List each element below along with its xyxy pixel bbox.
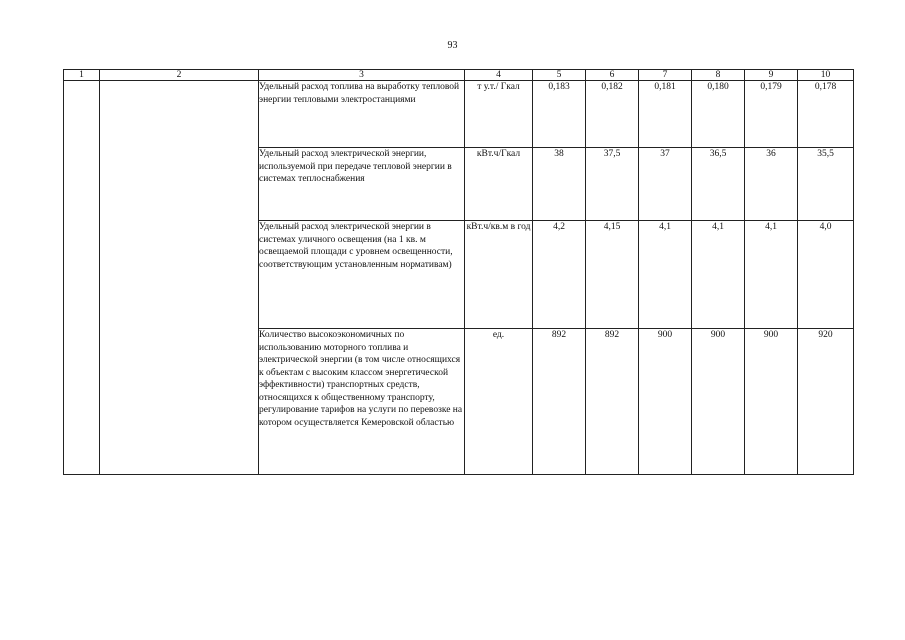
value-cell: 4,0 <box>798 221 854 329</box>
value-cell: 36 <box>745 148 798 221</box>
indicator-cell: Удельный расход топлива на выработку тепловой энергии тепловыми электростанциями <box>259 81 465 148</box>
value-cell: 4,15 <box>586 221 639 329</box>
col2-cell <box>100 81 259 475</box>
value-cell: 36,5 <box>692 148 745 221</box>
unit-cell: ед. <box>465 329 533 475</box>
value-cell: 900 <box>639 329 692 475</box>
value-cell: 0,181 <box>639 81 692 148</box>
header-row <box>64 70 854 81</box>
value-cell: 0,182 <box>586 81 639 148</box>
col-header-6: 6 <box>586 70 639 81</box>
value-cell: 892 <box>533 329 586 475</box>
value-cell: 4,1 <box>692 221 745 329</box>
value-cell: 900 <box>745 329 798 475</box>
table-row <box>64 81 854 148</box>
unit-cell: кВт.ч/кв.м в год <box>465 221 533 329</box>
value-cell: 892 <box>586 329 639 475</box>
col-header-1: 1 <box>64 70 100 81</box>
value-cell: 37 <box>639 148 692 221</box>
unit-cell: кВт.ч/Гкал <box>465 148 533 221</box>
value-cell: 4,1 <box>639 221 692 329</box>
col-header-4: 4 <box>465 70 533 81</box>
col-header-2: 2 <box>100 70 259 81</box>
col-header-8: 8 <box>692 70 745 81</box>
value-cell: 37,5 <box>586 148 639 221</box>
col1-cell <box>64 81 100 475</box>
col-header-9: 9 <box>745 70 798 81</box>
value-cell: 0,180 <box>692 81 745 148</box>
value-cell: 0,178 <box>798 81 854 148</box>
unit-cell: т у.т./ Гкал <box>465 81 533 148</box>
value-cell: 920 <box>798 329 854 475</box>
page-number: 93 <box>447 40 458 51</box>
value-cell: 38 <box>533 148 586 221</box>
value-cell: 4,1 <box>745 221 798 329</box>
col-header-10: 10 <box>798 70 854 81</box>
col-header-7: 7 <box>639 70 692 81</box>
value-cell: 0,183 <box>533 81 586 148</box>
col-header-3: 3 <box>259 70 465 81</box>
col-header-5: 5 <box>533 70 586 81</box>
value-cell: 0,179 <box>745 81 798 148</box>
value-cell: 35,5 <box>798 148 854 221</box>
indicator-cell: Количество высокоэкономичных по использованию моторного топлива и электрической энергии (в том числе относящихся к объектам с высоким классом энергетической эффективности) транспортных средств, относящихся к общественному транспорту, регулирование тарифов на услуги по перевозке на котором осуществляется Кемеровской областью <box>259 329 465 475</box>
indicator-cell: Удельный расход электрической энергии, используемой при передаче тепловой энергии в системах теплоснабжения <box>259 148 465 221</box>
indicator-cell: Удельный расход электрической энергии в системах уличного освещения (на 1 кв. м освещаемой площади с уровнем освещенности, соответствующим установленным нормативам) <box>259 221 465 329</box>
indicators-table <box>63 69 854 475</box>
value-cell: 900 <box>692 329 745 475</box>
value-cell: 4,2 <box>533 221 586 329</box>
